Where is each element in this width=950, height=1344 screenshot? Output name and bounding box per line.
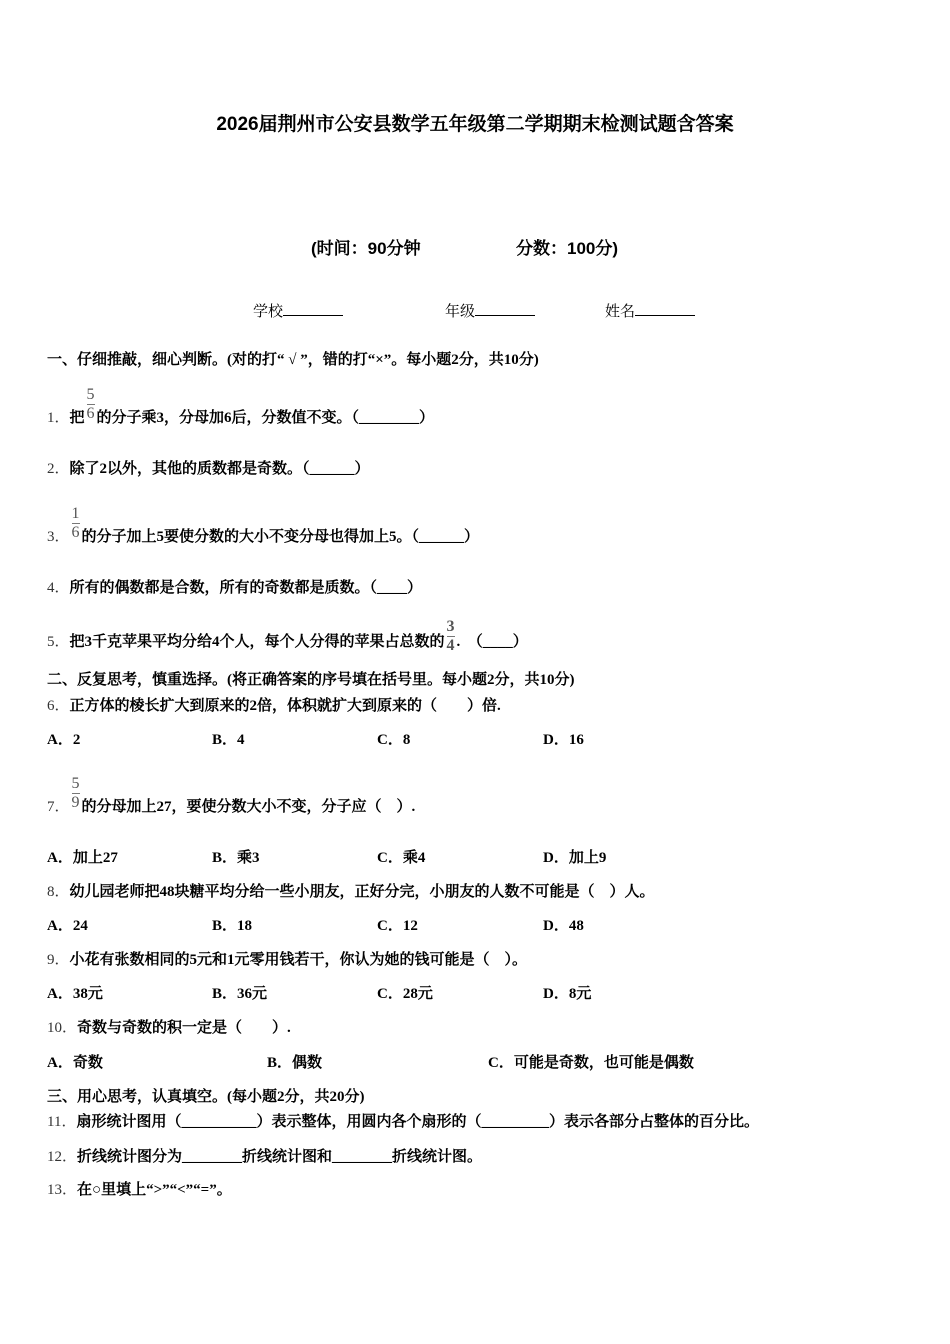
question-text: 除了2以外，其他的质数都是奇数。（______） <box>69 461 370 477</box>
q7-option-a[interactable]: A．加上27 <box>47 850 118 866</box>
question-number: 11． <box>47 1114 77 1130</box>
question-text: 把 <box>69 409 85 426</box>
question-number: 7． <box>47 798 70 815</box>
section-3-heading: 三、用心思考，认真填空。(每小题2分，共20分) <box>47 1089 365 1105</box>
grade-field[interactable] <box>445 301 535 322</box>
fraction-denominator: 9 <box>71 794 80 811</box>
q6-option-d[interactable]: D．16 <box>543 732 584 748</box>
q7-option-b[interactable]: B．乘3 <box>212 850 260 866</box>
question-4 <box>47 578 422 598</box>
question-6 <box>47 696 501 716</box>
question-text: 把3千克苹果平均分给4个人，每个人分得的苹果占总数的 <box>69 633 445 650</box>
q7-option-d[interactable]: D．加上9 <box>543 850 607 866</box>
fraction <box>72 505 80 542</box>
q10-option-b[interactable]: B．偶数 <box>267 1055 323 1071</box>
question-number: 5． <box>47 633 70 650</box>
q7-option-c[interactable]: C．乘4 <box>377 850 426 866</box>
school-field[interactable] <box>253 301 343 322</box>
question-number: 12． <box>47 1149 78 1165</box>
fraction <box>447 618 455 655</box>
question-8 <box>47 882 655 902</box>
grade-label: 年级 <box>445 304 476 320</box>
fraction-denominator: 6 <box>71 524 80 541</box>
question-text: 折线统计图分为________折线统计图和________折线统计图。 <box>77 1149 483 1165</box>
question-11 <box>47 1112 759 1132</box>
question-3 <box>47 505 480 556</box>
question-text: 奇数与奇数的积一定是（ ）. <box>77 1020 291 1036</box>
page-title: 2026届荆州市公安县数学五年级第二学期期末检测试题含答案 <box>216 114 734 135</box>
section-1-heading: 一、仔细推敲，细心判断。(对的打“ √ ”，错的打“×”。每小题2分，共10分) <box>47 352 539 368</box>
question-number: 8． <box>47 884 70 900</box>
exam-score: 分数：100分) <box>516 239 619 258</box>
question-7 <box>47 775 416 826</box>
q8-option-d[interactable]: D．48 <box>543 918 584 934</box>
fraction <box>72 775 80 812</box>
question-number: 4． <box>47 580 70 596</box>
q8-option-c[interactable]: C．12 <box>377 918 418 934</box>
fraction-numerator: 5 <box>86 386 95 403</box>
q10-option-c[interactable]: C．可能是奇数，也可能是偶数 <box>488 1055 694 1071</box>
question-1 <box>47 386 435 437</box>
question-text: 正方体的棱长扩大到原来的2倍，体积就扩大到原来的（ ）倍. <box>69 698 501 714</box>
fraction-numerator: 1 <box>71 505 80 522</box>
question-number: 2． <box>47 461 70 477</box>
q9-option-b[interactable]: B．36元 <box>212 986 268 1002</box>
name-label: 姓名 <box>605 304 636 320</box>
q6-option-b[interactable]: B．4 <box>212 732 245 748</box>
school-label: 学校 <box>253 304 284 320</box>
question-number: 13． <box>47 1182 78 1198</box>
q9-option-a[interactable]: A．38元 <box>47 986 103 1002</box>
q9-option-d[interactable]: D．8元 <box>543 986 592 1002</box>
question-text: 小花有张数相同的5元和1元零用钱若干，你认为她的钱可能是（ ）。 <box>69 952 528 968</box>
q8-option-b[interactable]: B．18 <box>212 918 253 934</box>
question-number: 10． <box>47 1020 78 1036</box>
question-text: . （____） <box>456 633 528 650</box>
question-5 <box>47 618 528 661</box>
fraction-numerator: 5 <box>71 775 80 792</box>
question-text: 的分子乘3，分母加6后，分数值不变。（________） <box>96 409 435 426</box>
name-field[interactable] <box>605 301 695 322</box>
q9-option-c[interactable]: C．28元 <box>377 986 433 1002</box>
q6-option-a[interactable]: A．2 <box>47 732 81 748</box>
fraction-numerator: 3 <box>446 618 455 635</box>
question-12 <box>47 1147 482 1167</box>
question-2 <box>47 459 370 479</box>
question-text: 所有的偶数都是合数，所有的奇数都是质数。（____） <box>69 580 423 596</box>
question-10 <box>47 1018 291 1038</box>
question-text: 在○里填上“>”“<”“=”。 <box>77 1182 232 1198</box>
question-13 <box>47 1180 232 1200</box>
question-9 <box>47 950 527 970</box>
question-number: 6． <box>47 698 70 714</box>
q10-option-a[interactable]: A．奇数 <box>47 1055 103 1071</box>
question-text: 扇形统计图用（__________）表示整体，用圆内各个扇形的（_________）表示各部分占整体的百分比。 <box>76 1114 759 1130</box>
question-text: 幼儿园老师把48块糖平均分给一些小朋友，正好分完，小朋友的人数不可能是（ ）人。 <box>69 884 655 900</box>
fraction <box>87 386 95 423</box>
exam-time: (时间：90分钟 <box>311 239 421 258</box>
section-2-heading: 二、反复思考，慎重选择。(将正确答案的序号填在括号里。每小题2分，共10分) <box>47 672 575 688</box>
question-text: 的分子加上5要使分数的大小不变分母也得加上5。（______） <box>81 528 480 545</box>
question-text: 的分母加上27，要使分数大小不变，分子应（ ）. <box>81 798 416 815</box>
question-number: 1． <box>47 409 70 426</box>
q8-option-a[interactable]: A．24 <box>47 918 88 934</box>
question-number: 9． <box>47 952 70 968</box>
fraction-denominator: 4 <box>446 637 455 654</box>
question-number: 3． <box>47 528 70 545</box>
fraction-denominator: 6 <box>86 405 95 422</box>
q6-option-c[interactable]: C．8 <box>377 732 411 748</box>
